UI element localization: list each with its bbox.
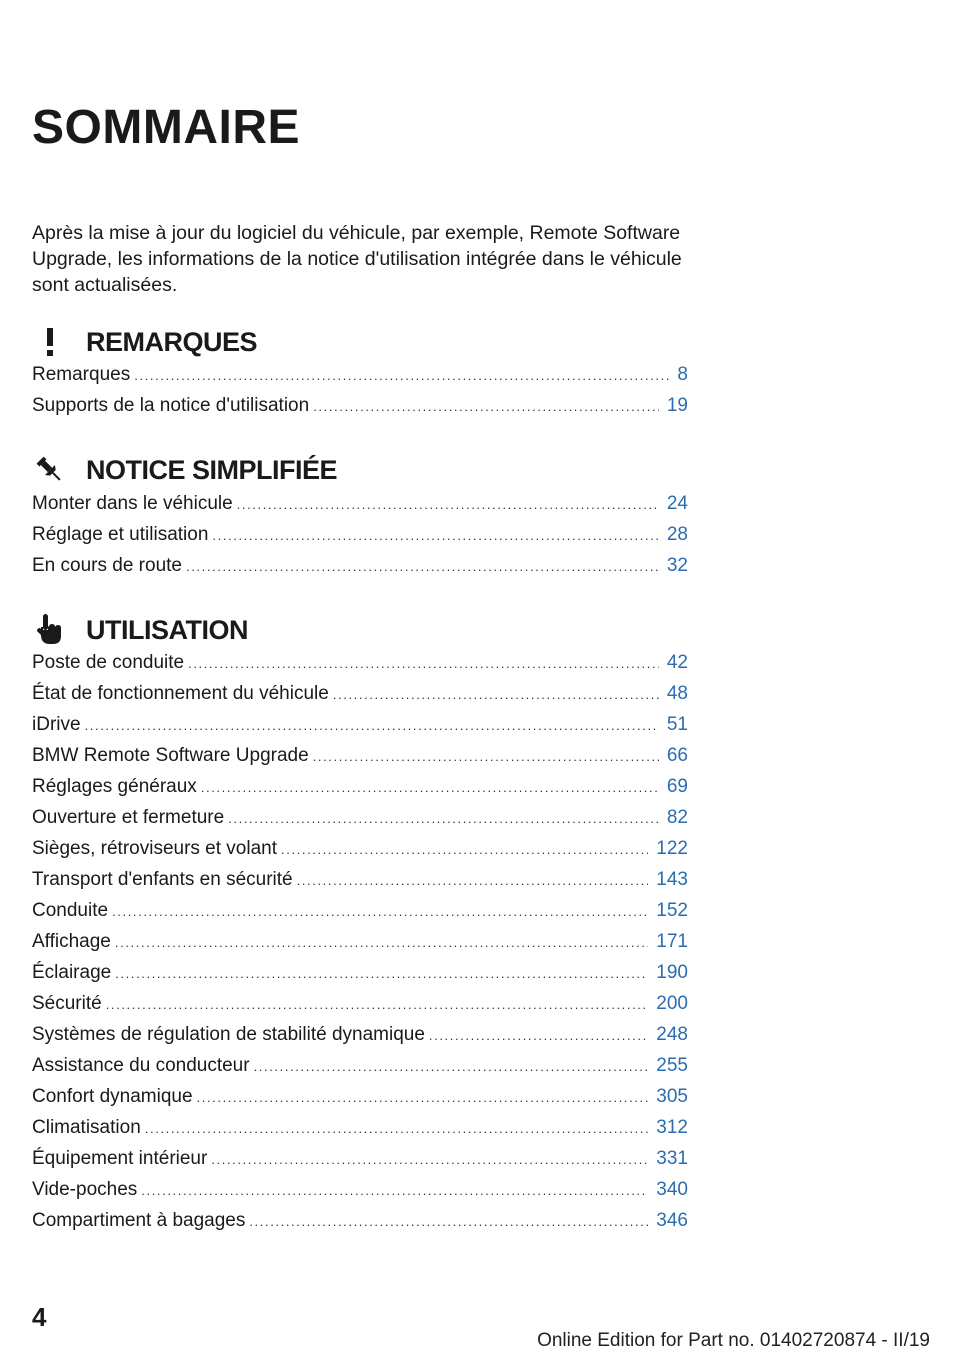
toc-entry-label: Sécurité [32, 993, 102, 1014]
toc-list-remarques [32, 364, 688, 426]
toc-page-link[interactable]: 190 [656, 962, 688, 983]
dot-leader [211, 1152, 648, 1167]
toc-entry-label: Remarques [32, 364, 131, 385]
dot-leader [333, 687, 659, 702]
toc-entry-label: Sièges, rétroviseurs et volant [32, 838, 278, 859]
dot-leader [249, 1214, 648, 1229]
toc-entry-label: Équipement intérieur [32, 1148, 208, 1169]
toc-entry[interactable] [32, 1086, 688, 1117]
toc-entry[interactable] [32, 395, 688, 426]
toc-page-link[interactable]: 143 [656, 869, 688, 890]
toc-entry-label: Supports de la notice d'utilisation [32, 395, 310, 416]
toc-entry-label: État de fonctionnement du véhicule [32, 683, 329, 704]
toc-entry[interactable] [32, 900, 688, 931]
toc-entry-label: Conduite [32, 900, 109, 921]
toc-entry-label: Vide-poches [32, 1179, 138, 1200]
toc-page-link[interactable]: 152 [656, 900, 688, 921]
section-heading-utilisation [32, 610, 248, 650]
toc-entry[interactable] [32, 714, 688, 745]
toc-entry[interactable] [32, 776, 688, 807]
toc-entry[interactable] [32, 807, 688, 838]
toc-entry[interactable] [32, 745, 688, 776]
toc-entry[interactable] [32, 652, 688, 683]
dot-leader [188, 656, 659, 671]
intro-paragraph: Après la mise à jour du logiciel du véhicule, par exemple, Remote Software Upgrade, les informations de la notice d'utilisation intégrée dans le véhicule sont actualisées. [32, 222, 682, 296]
toc-page-link[interactable]: 171 [656, 931, 688, 952]
dot-leader [145, 1121, 649, 1136]
toc-page-link[interactable]: 200 [656, 993, 688, 1014]
dot-leader [201, 780, 659, 795]
page-number: 4 [32, 1302, 47, 1332]
toc-entry[interactable] [32, 869, 688, 900]
section-heading-remarques [32, 322, 257, 362]
toc-entry-label: iDrive [32, 714, 81, 735]
toc-page-link[interactable]: 28 [666, 524, 688, 545]
dot-leader [115, 935, 648, 950]
toc-entry-label: Ouverture et fermeture [32, 807, 225, 828]
toc-entry-label: Compartiment à bagages [32, 1210, 246, 1231]
toc-list-notice-simplifiee [32, 493, 688, 586]
toc-page-link[interactable]: 255 [656, 1055, 688, 1076]
dot-leader [141, 1183, 648, 1198]
toc-entry[interactable] [32, 364, 688, 395]
page-title: SOMMAIRE [32, 101, 300, 154]
toc-page-link[interactable]: 122 [656, 838, 688, 859]
toc-entry-label: Monter dans le véhicule [32, 493, 233, 514]
toc-page-link[interactable]: 32 [666, 555, 688, 576]
toc-entry[interactable] [32, 493, 688, 524]
toc-page-link[interactable]: 305 [656, 1086, 688, 1107]
toc-entry[interactable] [32, 1148, 688, 1179]
hand-pointer-icon [32, 612, 68, 648]
dot-leader [297, 873, 649, 888]
toc-entry-label: Réglage et utilisation [32, 524, 209, 545]
dot-leader [281, 842, 648, 857]
toc-entry-label: BMW Remote Software Upgrade [32, 745, 309, 766]
toc-entry[interactable] [32, 1024, 688, 1055]
dot-leader [212, 528, 658, 543]
toc-list-utilisation [32, 652, 688, 1241]
toc-entry-label: Réglages généraux [32, 776, 197, 797]
dot-leader [106, 997, 649, 1012]
toc-entry[interactable] [32, 1179, 688, 1210]
toc-entry-label: Confort dynamique [32, 1086, 193, 1107]
dot-leader [254, 1059, 649, 1074]
dot-leader [429, 1028, 648, 1043]
toc-entry[interactable] [32, 555, 688, 586]
toc-entry[interactable] [32, 1055, 688, 1086]
dot-leader [115, 966, 648, 981]
toc-entry-label: Éclairage [32, 962, 112, 983]
toc-entry-label: Transport d'enfants en sécurité [32, 869, 293, 890]
toc-entry[interactable] [32, 1117, 688, 1148]
toc-page-link[interactable]: 48 [666, 683, 688, 704]
toc-page-link[interactable]: 82 [666, 807, 688, 828]
toc-entry-label: Assistance du conducteur [32, 1055, 250, 1076]
toc-page-link[interactable]: 8 [677, 364, 688, 385]
toc-entry[interactable] [32, 838, 688, 869]
toc-page-link[interactable]: 19 [666, 395, 688, 416]
toc-entry-label: Systèmes de régulation de stabilité dynamique [32, 1024, 425, 1045]
dot-leader [186, 559, 659, 574]
toc-entry-label: Poste de conduite [32, 652, 185, 673]
toc-entry[interactable] [32, 993, 688, 1024]
section-title: NOTICE SIMPLIFIÉE [86, 454, 338, 485]
dot-leader [228, 811, 659, 826]
section-heading-notice-simplifiee [32, 450, 337, 490]
toc-entry-label: En cours de route [32, 555, 182, 576]
dot-leader [197, 1090, 649, 1105]
dot-leader [313, 749, 659, 764]
edition-footer: Online Edition for Part no. 01402720874 - II/19 [537, 1330, 930, 1351]
toc-entry[interactable] [32, 962, 688, 993]
toc-page-link[interactable]: 51 [666, 714, 688, 735]
section-title: REMARQUES [86, 326, 258, 357]
toc-entry-label: Affichage [32, 931, 111, 952]
toc-entry[interactable] [32, 931, 688, 962]
exclamation-icon [32, 324, 68, 360]
dot-leader [134, 368, 669, 383]
pin-icon [32, 452, 68, 488]
toc-page-link[interactable]: 42 [666, 652, 688, 673]
toc-page-link[interactable]: 248 [656, 1024, 688, 1045]
toc-page-link[interactable]: 312 [656, 1117, 688, 1138]
toc-entry[interactable] [32, 524, 688, 555]
toc-page-link[interactable]: 24 [666, 493, 688, 514]
dot-leader [313, 399, 659, 414]
toc-page-link[interactable]: 66 [666, 745, 688, 766]
toc-page-link[interactable]: 340 [656, 1179, 688, 1200]
section-title: UTILISATION [86, 614, 248, 645]
toc-entry[interactable] [32, 1210, 688, 1241]
dot-leader [237, 497, 659, 512]
toc-page-link[interactable]: 331 [656, 1148, 688, 1169]
toc-entry-label: Climatisation [32, 1117, 141, 1138]
dot-leader [85, 718, 659, 733]
toc-page-link[interactable]: 69 [666, 776, 688, 797]
dot-leader [112, 904, 648, 919]
toc-entry[interactable] [32, 683, 688, 714]
toc-page-link[interactable]: 346 [656, 1210, 688, 1231]
